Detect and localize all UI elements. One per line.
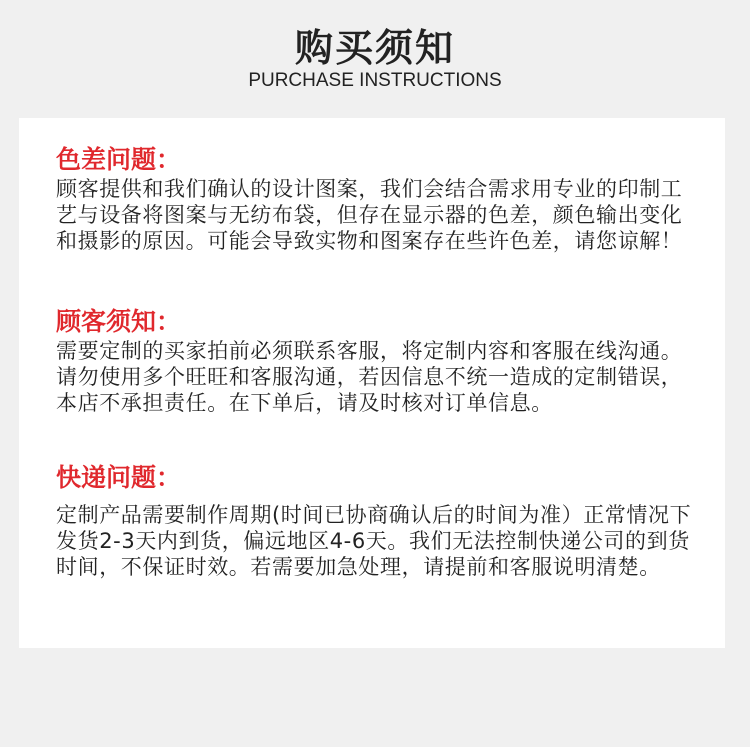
- section-customer-notice: [56, 306, 696, 416]
- section-title: 顾客须知：: [56, 307, 182, 336]
- section-title: 快递问题：: [56, 463, 182, 492]
- page-subtitle: PURCHASE INSTRUCTIONS: [248, 70, 502, 91]
- section-title: 色差问题：: [56, 145, 182, 174]
- section-color-difference: [56, 144, 696, 254]
- instructions-card: [19, 118, 725, 648]
- page-title: 购买须知: [294, 26, 455, 70]
- section-body: 顾客提供和我们确认的设计图案，我们会结合需求用专业的印制工艺与设备将图案与无纺布袋，但存在显示器的色差，颜色输出变化和摄影的原因。可能会导致实物和图案存在些许色差，请您谅解！: [56, 177, 683, 253]
- section-body: 定制产品需要制作周期(时间已协商确认后的时间为准）正常情况下发货2-3天内到货，偏远地区4-6天。我们无法控制快递公司的到货时间，不保证时效。若需要加急处理，请提前和客服说明清楚。: [56, 503, 692, 579]
- section-delivery: [56, 462, 696, 580]
- section-body: 需要定制的买家拍前必须联系客服，将定制内容和客服在线沟通。请勿使用多个旺旺和客服沟通，若因信息不统一造成的定制错误，本店不承担责任。在下单后，请及时核对订单信息。: [56, 339, 683, 415]
